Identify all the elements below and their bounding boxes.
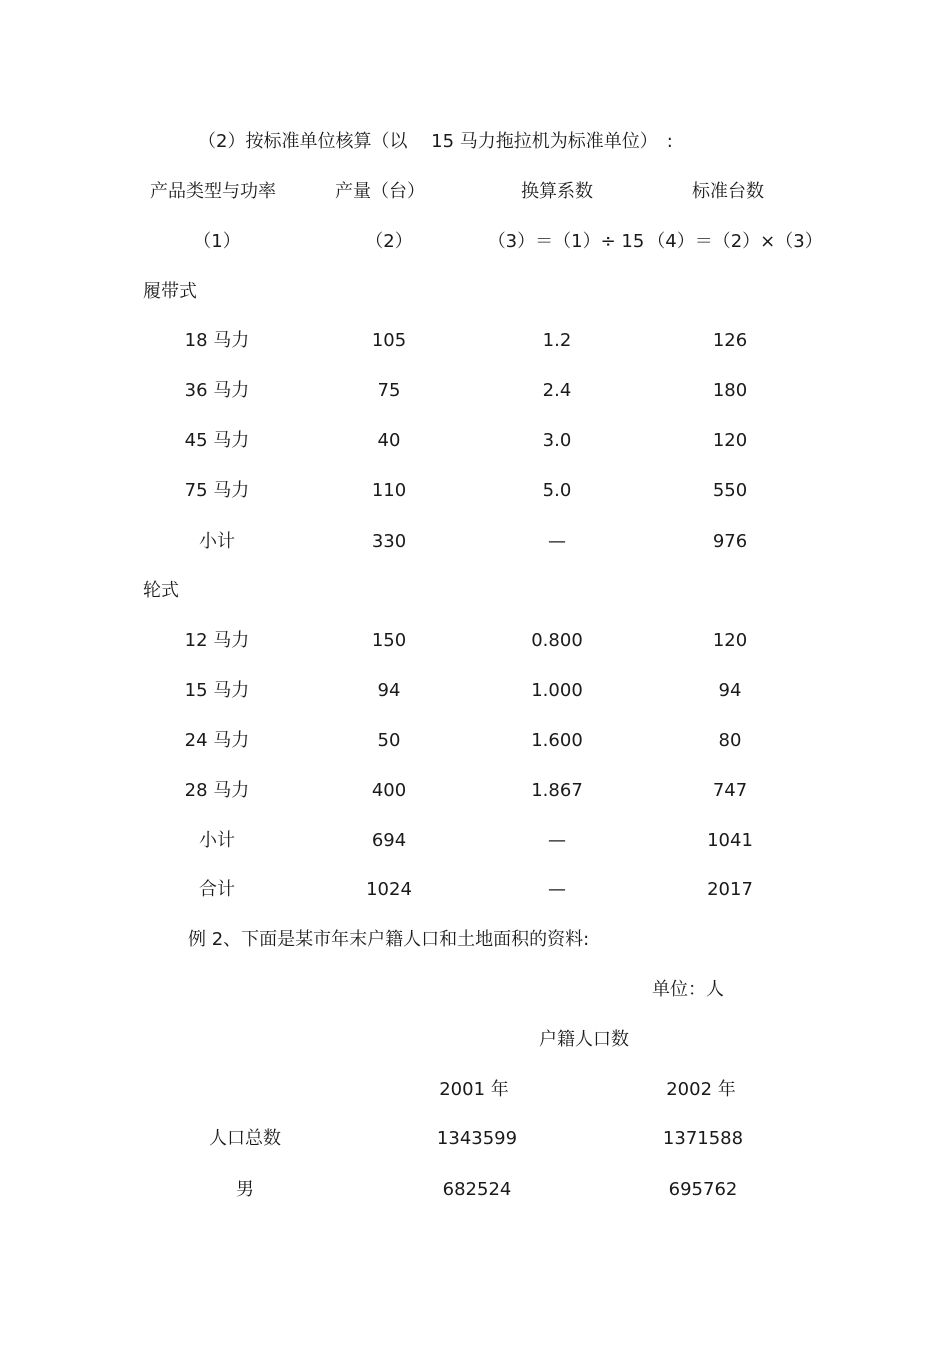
cell-standard: 1041 — [707, 830, 753, 851]
cell-coefficient: 0.800 — [531, 630, 583, 651]
cell-output: 400 — [371, 780, 407, 801]
cell-coefficient: 1.2 — [542, 330, 572, 351]
column-header-output: 产量（台） — [335, 181, 425, 202]
cell-2001: 682524 — [442, 1179, 512, 1200]
cell-type: 小计 — [199, 830, 235, 851]
column-subheader-1: （1） — [193, 231, 241, 252]
cell-standard: 2017 — [707, 879, 753, 900]
cell-output: 150 — [371, 630, 407, 651]
column-subheader-2: （2） — [365, 231, 413, 252]
cell-standard: 747 — [712, 780, 748, 801]
group-label-wheeled: 轮式 — [143, 580, 179, 601]
cell-output: 75 — [377, 380, 401, 401]
column-header-product-type: 产品类型与功率 — [150, 181, 276, 202]
cell-output: 50 — [377, 730, 401, 751]
cell-coefficient: 1.867 — [531, 780, 583, 801]
cell-2001: 1343599 — [436, 1128, 518, 1149]
cell-output: 694 — [371, 830, 407, 851]
column-header-2002: 2002 年 — [666, 1079, 736, 1100]
cell-output: 105 — [371, 330, 407, 351]
cell-standard: 180 — [712, 380, 748, 401]
cell-coefficient: 5.0 — [542, 480, 572, 501]
section-heading: （2）按标准单位核算（以 15 马力拖拉机为标准单位） : — [198, 131, 673, 152]
group-header-population: 户籍人口数 — [539, 1029, 629, 1050]
column-header-2001: 2001 年 — [439, 1079, 509, 1100]
row-label: 男 — [236, 1179, 254, 1200]
cell-standard: 550 — [712, 480, 748, 501]
cell-standard: 120 — [712, 430, 748, 451]
cell-standard: 976 — [712, 531, 748, 552]
cell-standard: 126 — [712, 330, 748, 351]
cell-type: 75 马力 — [184, 480, 250, 501]
cell-type: 小计 — [199, 531, 235, 552]
cell-coefficient: — — [548, 879, 566, 900]
cell-standard: 80 — [718, 730, 742, 751]
cell-coefficient: 2.4 — [542, 380, 572, 401]
cell-output: 110 — [371, 480, 407, 501]
cell-output: 40 — [377, 430, 401, 451]
cell-output: 94 — [377, 680, 401, 701]
cell-coefficient: 1.600 — [531, 730, 583, 751]
cell-output: 1024 — [366, 879, 412, 900]
group-label-crawler: 履带式 — [143, 281, 197, 302]
example-2-intro: 例 2、下面是某市年末户籍人口和土地面积的资料: — [188, 929, 590, 950]
cell-coefficient: — — [548, 830, 566, 851]
cell-type: 15 马力 — [184, 680, 250, 701]
cell-coefficient: — — [548, 531, 566, 552]
column-subheader-3: （3）＝（1）÷ 15 — [487, 231, 645, 252]
cell-coefficient: 1.000 — [531, 680, 583, 701]
column-header-conversion: 换算系数 — [521, 181, 593, 202]
column-header-standard-units: 标准台数 — [692, 181, 764, 202]
cell-type: 36 马力 — [184, 380, 250, 401]
cell-coefficient: 3.0 — [542, 430, 572, 451]
cell-type: 45 马力 — [184, 430, 250, 451]
cell-standard: 120 — [712, 630, 748, 651]
cell-2002: 1371588 — [662, 1128, 744, 1149]
cell-type: 12 马力 — [184, 630, 250, 651]
cell-type: 24 马力 — [184, 730, 250, 751]
cell-output: 330 — [371, 531, 407, 552]
cell-standard: 94 — [718, 680, 742, 701]
column-subheader-4: （4）＝（2）×（3） — [647, 231, 823, 252]
cell-type: 18 马力 — [184, 330, 250, 351]
cell-2002: 695762 — [668, 1179, 738, 1200]
unit-label: 单位：人 — [652, 979, 724, 1000]
cell-type: 28 马力 — [184, 780, 250, 801]
cell-type: 合计 — [199, 879, 235, 900]
row-label: 人口总数 — [209, 1128, 281, 1149]
